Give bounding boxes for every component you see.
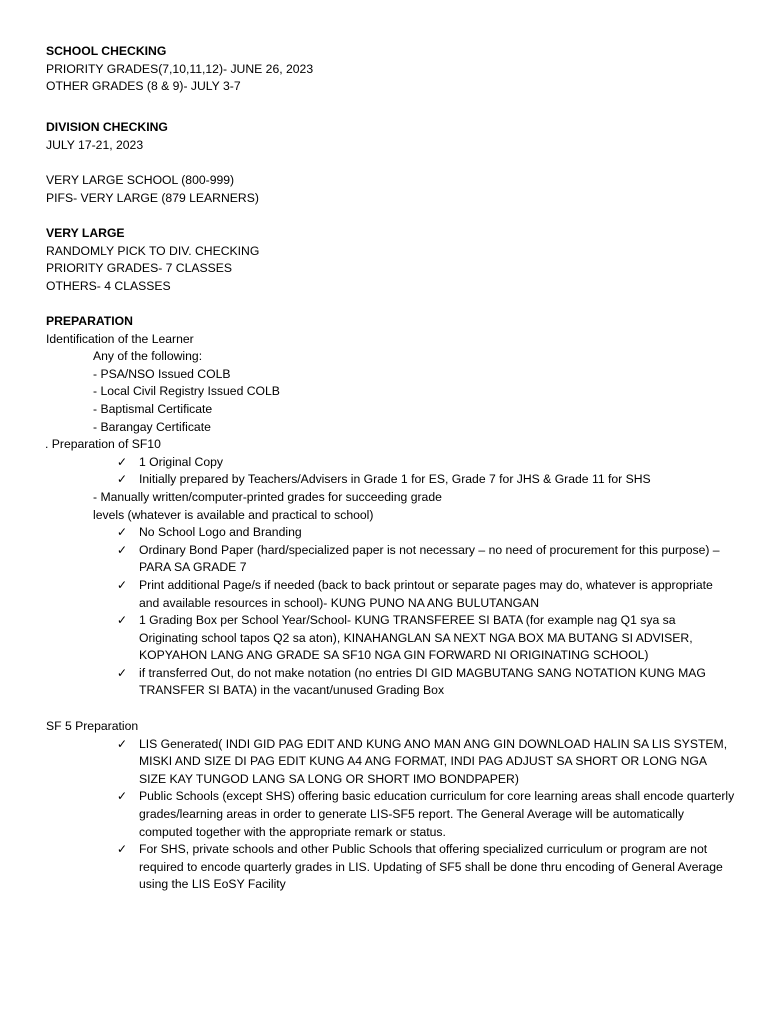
checkmark-icon: ✓ — [116, 736, 128, 751]
checkmark-icon: ✓ — [116, 665, 128, 680]
checklist-text: Initially prepared by Teachers/Advisers in Grade 1 for ES, Grade 7 for JHS & Grade 11 for SHS — [139, 472, 651, 487]
checkmark-icon: ✓ — [116, 454, 128, 469]
preparation-heading: PREPARATION — [46, 314, 133, 328]
very-large-section — [46, 225, 736, 295]
manual-grades-line-cont: levels (whatever is available and practical to school) — [93, 507, 374, 522]
very-large-line-3: OTHERS- 4 CLASSES — [46, 278, 171, 293]
document-item: - PSA/NSO Issued COLB — [93, 366, 231, 381]
division-checking-section — [46, 119, 736, 154]
checklist-text: No School Logo and Branding — [139, 525, 302, 540]
other-grades-line: OTHER GRADES (8 & 9)- JULY 3-7 — [46, 79, 241, 94]
checklist-item — [46, 524, 736, 542]
sf5-section — [46, 718, 736, 894]
document-item: - Baptismal Certificate — [93, 401, 213, 416]
division-date-line: JULY 17-21, 2023 — [46, 137, 144, 152]
checklist-text: Ordinary Bond Paper (hard/specialized paper is not necessary – no need of procurement for this purpose) –PARA SA GRADE 7 — [139, 542, 720, 575]
checklist-item — [46, 577, 736, 612]
checkmark-icon: ✓ — [116, 525, 128, 540]
priority-grades-line: PRIORITY GRADES(7,10,11,12)- JUNE 26, 2023 — [46, 61, 314, 76]
school-checking-section — [46, 43, 736, 96]
school-checking-heading: SCHOOL CHECKING — [46, 44, 167, 58]
document-item: - Barangay Certificate — [93, 419, 211, 434]
checklist-text: Public Schools (except SHS) offering basic education curriculum for core learning areas shall encode quarterly grades/learning areas in order to generate LIS-SF5 report. The General Average will be automatically computed together with the appropriate remark or status. — [139, 789, 735, 839]
checklist-text: 1 Original Copy — [139, 454, 223, 469]
checklist-text: LIS Generated( INDI GID PAG EDIT AND KUNG ANO MAN ANG GIN DOWNLOAD HALIN SA LIS SYSTEM, MISKI AND SIZE DI PAG EDIT KUNG A4 ANG FORMAT, INDI PAG ADJUST SA SHORT OR LONG NGA SIZE KAY TUNGOD LANG SA LONG OR SHORT IMO BONDPAPER) — [139, 736, 728, 786]
checklist-item — [46, 471, 736, 489]
checklist-item — [46, 841, 736, 894]
pifs-line: PIFS- VERY LARGE (879 LEARNERS) — [46, 190, 259, 205]
any-following-line: Any of the following: — [93, 349, 203, 364]
document-item: - Local Civil Registry Issued COLB — [93, 384, 280, 399]
preparation-section — [46, 313, 736, 700]
checkmark-icon: ✓ — [116, 613, 128, 628]
checklist-text: 1 Grading Box per School Year/School- KUNG TRANSFEREE SI BATA (for example nag Q1 sya sa Originating school tapos Q2 sa aton), KINAHANGLAN SA NEXT NGA BOX MA BUTANG SI ADVISER, KOPYAHON LANG ANG GRADE SA SF10 NGA GIN FORWARD NI ORIGINATING SCHOOL) — [139, 613, 693, 663]
identification-line: Identification of the Learner — [46, 331, 194, 346]
checklist-item — [46, 612, 736, 665]
checklist-text: Print additional Page/s if needed (back to back printout or separate pages may do, whatever is appropriate and available resources in school)- KUNG PUNO NA ANG BULUTANGAN — [139, 577, 713, 610]
checkmark-icon: ✓ — [116, 472, 128, 487]
checkmark-icon: ✓ — [116, 577, 128, 592]
checklist-item — [46, 542, 736, 577]
checklist-item — [46, 736, 736, 789]
checkmark-icon: ✓ — [116, 542, 128, 557]
checklist-item — [46, 454, 736, 472]
checklist-text: if transferred Out, do not make notation (no entries DI GID MAGBUTANG SANG NOTATION KUNG MAG TRANSFER SI BATA) in the vacant/unused Grading Box — [139, 665, 706, 698]
checkmark-icon: ✓ — [116, 842, 128, 857]
checklist-text: For SHS, private schools and other Public Schools that offering specialized curriculum or program are not required to encode quarterly grades in LIS. Updating of SF5 shall be done thru encoding of General Average using the LIS EoSY Facility — [139, 842, 723, 892]
sf5-title: SF 5 Preparation — [46, 719, 139, 733]
manual-grades-line: - Manually written/computer-printed grades for succeeding grade — [93, 489, 442, 504]
checklist-item — [46, 788, 736, 841]
checkmark-icon: ✓ — [116, 789, 128, 804]
checklist-item — [46, 665, 736, 700]
school-size-section — [46, 172, 736, 207]
division-checking-heading: DIVISION CHECKING — [46, 120, 168, 134]
school-size-line: VERY LARGE SCHOOL (800-999) — [46, 173, 235, 187]
very-large-line-2: PRIORITY GRADES- 7 CLASSES — [46, 261, 233, 276]
very-large-line-1: RANDOMLY PICK TO DIV. CHECKING — [46, 243, 260, 258]
very-large-heading: VERY LARGE — [46, 226, 125, 240]
sf10-title: . Preparation of SF10 — [45, 437, 161, 452]
